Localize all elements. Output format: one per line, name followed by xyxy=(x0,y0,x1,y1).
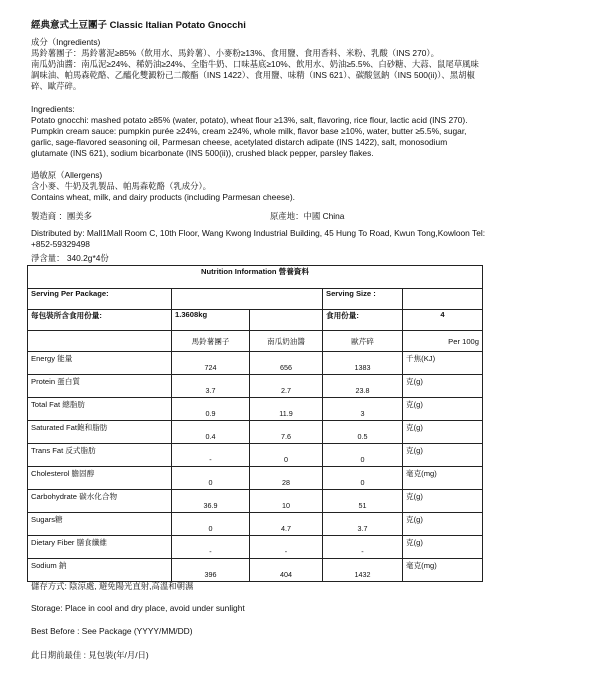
nutrient-value: 0 xyxy=(172,467,250,490)
nutrient-value: 0.9 xyxy=(172,398,250,421)
nutrient-value: 0.5 xyxy=(323,421,403,444)
ingredients-en-line: Potato gnocchi: mashed potato ≥85% (water, potato), wheat flour ≥13%, salt, flavoring, rice flour, lactic acid (INS 270). xyxy=(31,115,468,125)
nutrient-value: 0 xyxy=(323,467,403,490)
allergens-heading: 過敏原（Allergens) xyxy=(31,170,103,180)
nutrient-value: 28 xyxy=(250,467,323,490)
distributor-section xyxy=(31,228,576,250)
nutrient-label: Sodium 鈉 xyxy=(28,559,172,582)
nutrient-unit: 克(g) xyxy=(403,421,483,444)
nutrient-value: 0.4 xyxy=(172,421,250,444)
nutrient-row xyxy=(28,490,483,513)
column-header: 南瓜奶油醬 xyxy=(250,331,323,352)
ingredients-zh-line: 南瓜奶油醬：南瓜泥≥24%、稀奶油≥24%、全脂牛奶、口味基底≥10%、飲用水、奶油≥5.5%、白砂糖、大蒜、鼠尾草風味 xyxy=(31,59,479,69)
ingredients-zh-line: 碎、歐芹碎。 xyxy=(31,81,82,91)
nutrient-value: 0 xyxy=(172,513,250,536)
nutrient-unit: 千焦(KJ) xyxy=(403,352,483,375)
nutrient-value: 3.7 xyxy=(172,375,250,398)
best-before-zh: 此日期前最佳 : 見包裝(年/月/日) xyxy=(31,650,149,660)
allergens-section xyxy=(31,170,576,203)
serving-zh-row xyxy=(28,310,483,331)
column-header-row xyxy=(28,331,483,352)
nutrient-value: 36.9 xyxy=(172,490,250,513)
nutrient-value: 3 xyxy=(323,398,403,421)
ingredients-en-line: garlic, sage-flavored seasoning oil, Parmesan cheese, acetylated distarch adipate (INS 1422), salt, monosodium xyxy=(31,137,448,147)
ingredients-en-section xyxy=(31,104,576,159)
nutrient-label: Total Fat 總脂肪 xyxy=(28,398,172,421)
nutrient-unit: 克(g) xyxy=(403,398,483,421)
serving-per-package-value xyxy=(172,289,323,310)
serving-per-package-label: Serving Per Package: xyxy=(28,289,172,310)
nutrient-value: 396 xyxy=(172,559,250,582)
nutrient-value: 3.7 xyxy=(323,513,403,536)
nutrition-title: Nutrition Information 營養資料 xyxy=(28,266,483,289)
ingredients-en-line: Pumpkin cream sauce: pumpkin purée ≥24%, cream ≥24%, whole milk, flavor base ≥10%, water, butter ≥5.5%, sugar, xyxy=(31,126,467,136)
column-header: 馬鈴薯團子 xyxy=(172,331,250,352)
nutrient-value: 7.6 xyxy=(250,421,323,444)
nutrient-row xyxy=(28,421,483,444)
nutrient-value: 23.8 xyxy=(323,375,403,398)
nutrient-value: 724 xyxy=(172,352,250,375)
nutrient-row xyxy=(28,559,483,582)
nutrient-value: 11.9 xyxy=(250,398,323,421)
nutrient-row xyxy=(28,398,483,421)
nutrient-row xyxy=(28,467,483,490)
per-package-value: 1.3608kg xyxy=(172,310,250,331)
nutrient-label: Saturated Fat飽和脂肪 xyxy=(28,421,172,444)
serving-label-zh: 食用份量: xyxy=(323,310,403,331)
nutrient-unit: 克(g) xyxy=(403,490,483,513)
nutrient-label: Carbohydrate 碳水化合物 xyxy=(28,490,172,513)
nutrient-label: Energy 能量 xyxy=(28,352,172,375)
best-before-en: Best Before : See Package (YYYY/MM/DD) xyxy=(31,626,193,636)
nutrient-value: 404 xyxy=(250,559,323,582)
nutrient-value: - xyxy=(323,536,403,559)
manufacturer: 製造商 ：團美多 xyxy=(31,211,92,221)
ingredients-zh-line: 馬鈴薯團子：馬鈴薯泥≥85%（飲用水、馬鈴薯）、小麥粉≥13%、食用鹽、食用香料、米粉、乳酸（INS 270）。 xyxy=(31,48,439,58)
nutrient-value: - xyxy=(250,536,323,559)
nutrient-value: 10 xyxy=(250,490,323,513)
nutrient-value: 1432 xyxy=(323,559,403,582)
per-package-label-zh: 每包裝所含食用份量: xyxy=(28,310,172,331)
empty-cell xyxy=(250,310,323,331)
nutrient-row xyxy=(28,352,483,375)
nutrient-value: - xyxy=(172,536,250,559)
storage-en: Storage: Place in cool and dry place, avoid under sunlight xyxy=(31,603,245,613)
ingredients-en-heading: Ingredients: xyxy=(31,104,75,114)
empty-header-cell xyxy=(28,331,172,352)
nutrient-unit: 克(g) xyxy=(403,375,483,398)
nutrient-value: 1383 xyxy=(323,352,403,375)
nutrient-value: 0 xyxy=(250,444,323,467)
nutrition-table xyxy=(27,265,483,582)
allergens-en: Contains wheat, milk, and dairy products (including Parmesan cheese). xyxy=(31,192,295,202)
ingredients-zh-line: 調味油、帕馬森乾酪、乙醯化雙澱粉己二酸酯（INS 1422）、食用鹽、味精（INS 621）、碳酸氫鈉（INS 500(ii)）、黑胡椒 xyxy=(31,70,475,80)
nutrient-unit: 克(g) xyxy=(403,536,483,559)
ingredients-en-line: glutamate (INS 621), sodium bicarbonate (INS 500(ii)), crushed black pepper, parsley flakes. xyxy=(31,148,374,158)
nutrient-row xyxy=(28,375,483,398)
nutrient-label: Cholesterol 膽固醇 xyxy=(28,467,172,490)
serving-value: 4 xyxy=(403,310,483,331)
storage-zh: 儲存方式: 陰涼處, 避免陽光直射,高溫和朝濕 xyxy=(31,581,194,591)
nutrient-row xyxy=(28,513,483,536)
serving-size-value xyxy=(403,289,483,310)
nutrient-label: Protein 蛋白質 xyxy=(28,375,172,398)
nutrient-unit: 毫克(mg) xyxy=(403,559,483,582)
nutrient-value: 656 xyxy=(250,352,323,375)
nutrient-row xyxy=(28,536,483,559)
column-header-per-100g: Per 100g xyxy=(403,331,483,352)
nutrient-value: - xyxy=(172,444,250,467)
nutrient-unit: 克(g) xyxy=(403,513,483,536)
nutrient-value: 2.7 xyxy=(250,375,323,398)
origin: 原產地：中國 China xyxy=(270,211,345,221)
serving-size-label: Serving Size : xyxy=(323,289,403,310)
ingredients-zh-section xyxy=(31,37,576,92)
nutrient-value: 0 xyxy=(323,444,403,467)
net-weight: 淨含量： 340.2g*4份 xyxy=(31,253,109,263)
ingredients-zh-heading: 成分（Ingredients) xyxy=(31,37,101,47)
nutrient-label: Trans Fat 反式脂肪 xyxy=(28,444,172,467)
nutrient-unit: 毫克(mg) xyxy=(403,467,483,490)
product-title: 經典意式土豆團子 Classic Italian Potato Gnocchi xyxy=(31,20,246,31)
nutrient-value: 51 xyxy=(323,490,403,513)
allergens-zh: 含小麥、牛奶及乳製品、帕馬森乾酪（乳成分）。 xyxy=(31,181,212,191)
nutrition-title-row xyxy=(28,266,483,289)
nutrient-unit: 克(g) xyxy=(403,444,483,467)
column-header: 歐芹碎 xyxy=(323,331,403,352)
serving-row xyxy=(28,289,483,310)
nutrient-label: Sugars糖 xyxy=(28,513,172,536)
distributor-line: Distributed by: Mall1Mall Room C, 10th Floor, Wang Kwong Industrial Building, 45 Hung To Road, Kwun Tong,Kowloon Tel: xyxy=(31,228,486,238)
nutrient-row xyxy=(28,444,483,467)
nutrient-label: Dietary Fiber 膳食纖維 xyxy=(28,536,172,559)
distributor-phone: +852-59329498 xyxy=(31,239,90,249)
nutrient-value: 4.7 xyxy=(250,513,323,536)
